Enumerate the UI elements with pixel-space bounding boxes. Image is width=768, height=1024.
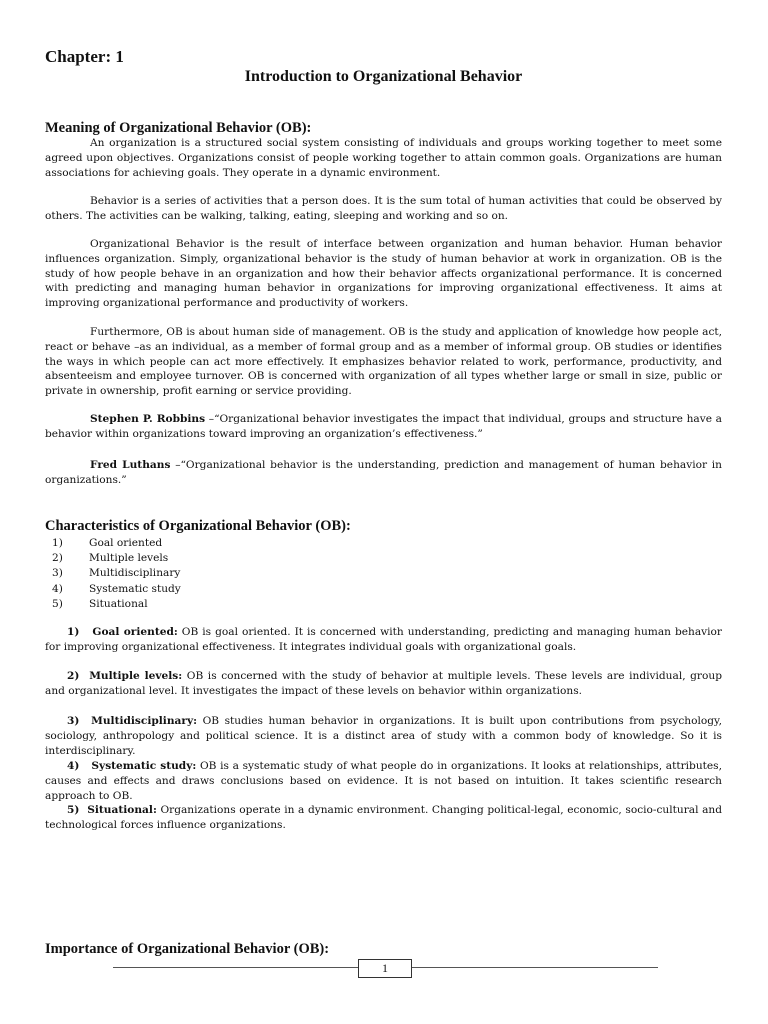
detail-goal-oriented: 1) Goal oriented: OB is goal oriented. It is concerned with understanding, predicting and managing human behavior for improving organizational effectiveness. It integrates individual goals with organizational goals. xyxy=(45,626,722,653)
page-number: 1 xyxy=(358,959,412,978)
section-heading-meaning: Meaning of Organizational Behavior (OB): xyxy=(45,120,312,136)
detail-multidisciplinary: 3) Multidisciplinary: OB studies human behavior in organizations. It is built upon contributions from psychology, sociology, anthropology and political science. It is a distinct area of study with a common body of knowledge. So it is interdisciplinary. xyxy=(45,715,722,757)
detail-multiple-levels: 2) Multiple levels: OB is concerned with the study of behavior at multiple levels. These levels are individual, group and organizational level. It investigates the impact of these levels on behavior within organizations. xyxy=(45,670,722,697)
paragraph-ob-definition: Organizational Behavior is the result of interface between organization and human behavior. Human behavior influences organization. Simply, organizational behavior is the study of human behavior at work in organization. OB is the study of how people behave in an organization and how their behavior affects organizational performance. It is concerned with predicting and managing human behavior in organizations for improving organizational effectiveness. It aims at improving organizational performance and productivity of workers. xyxy=(45,238,722,310)
section-heading-importance: Importance of Organizational Behavior (OB): xyxy=(45,941,330,957)
detail-systematic-study: 4) Systematic study: OB is a systematic study of what people do in organizations. It looks at relationships, attributes, causes and effects and draws conclusions based on evidence. It is not based on intuition. It takes scientific research approach to OB. xyxy=(45,760,722,802)
list-item: 4) Systematic study xyxy=(52,582,181,595)
paragraph-behavior: Behavior is a series of activities that a person does. It is the sum total of human activities that could be observed by others. The activities can be walking, talking, eating, sleeping and working and so on. xyxy=(45,195,722,222)
quote-robbins: Stephen P. Robbins –“Organizational behavior investigates the impact that individual, groups and structure have a behavior within organizations toward improving an organization’s effectiveness.” xyxy=(45,413,722,440)
detail-situational: 5) Situational: Organizations operate in a dynamic environment. Changing political-legal, economic, socio-cultural and technological forces influence organizations. xyxy=(45,804,722,831)
author-luthans: Fred Luthans xyxy=(90,459,171,471)
chapter-label: Chapter: 1 xyxy=(45,47,124,66)
quote-luthans: Fred Luthans –“Organizational behavior is the understanding, prediction and management of human behavior in organizations.” xyxy=(45,459,722,486)
characteristics-list xyxy=(45,536,181,612)
list-item: 1) Goal oriented xyxy=(52,537,163,549)
list-item: 5) Situational xyxy=(52,597,148,610)
list-item: 2) Multiple levels xyxy=(52,552,169,565)
paragraph-ob-furthermore: Furthermore, OB is about human side of management. OB is the study and application of knowledge how people act, react or behave –as an individual, as a member of formal group and as a member of informal group. OB studies or identifies the ways in which people can act more effectively. It emphasizes behavior related to work, performance, productivity, and absenteeism and employee turnover. OB is concerned with organization of all types whether large or small in size, public or private in ownership, profit earning or service providing. xyxy=(45,326,722,398)
page-title: Introduction to Organizational Behavior xyxy=(244,68,523,85)
author-robbins: Stephen P. Robbins xyxy=(90,413,206,425)
section-heading-characteristics: Characteristics of Organizational Behavior (OB): xyxy=(45,518,351,534)
paragraph-organization: An organization is a structured social system consisting of individuals and groups working together to meet some agreed upon objectives. Organizations consist of people working together to attain common goals. Organizations are human associations for achieving goals. They operate in a dynamic environment. xyxy=(45,137,722,179)
list-item: 3) Multidisciplinary xyxy=(52,567,181,580)
